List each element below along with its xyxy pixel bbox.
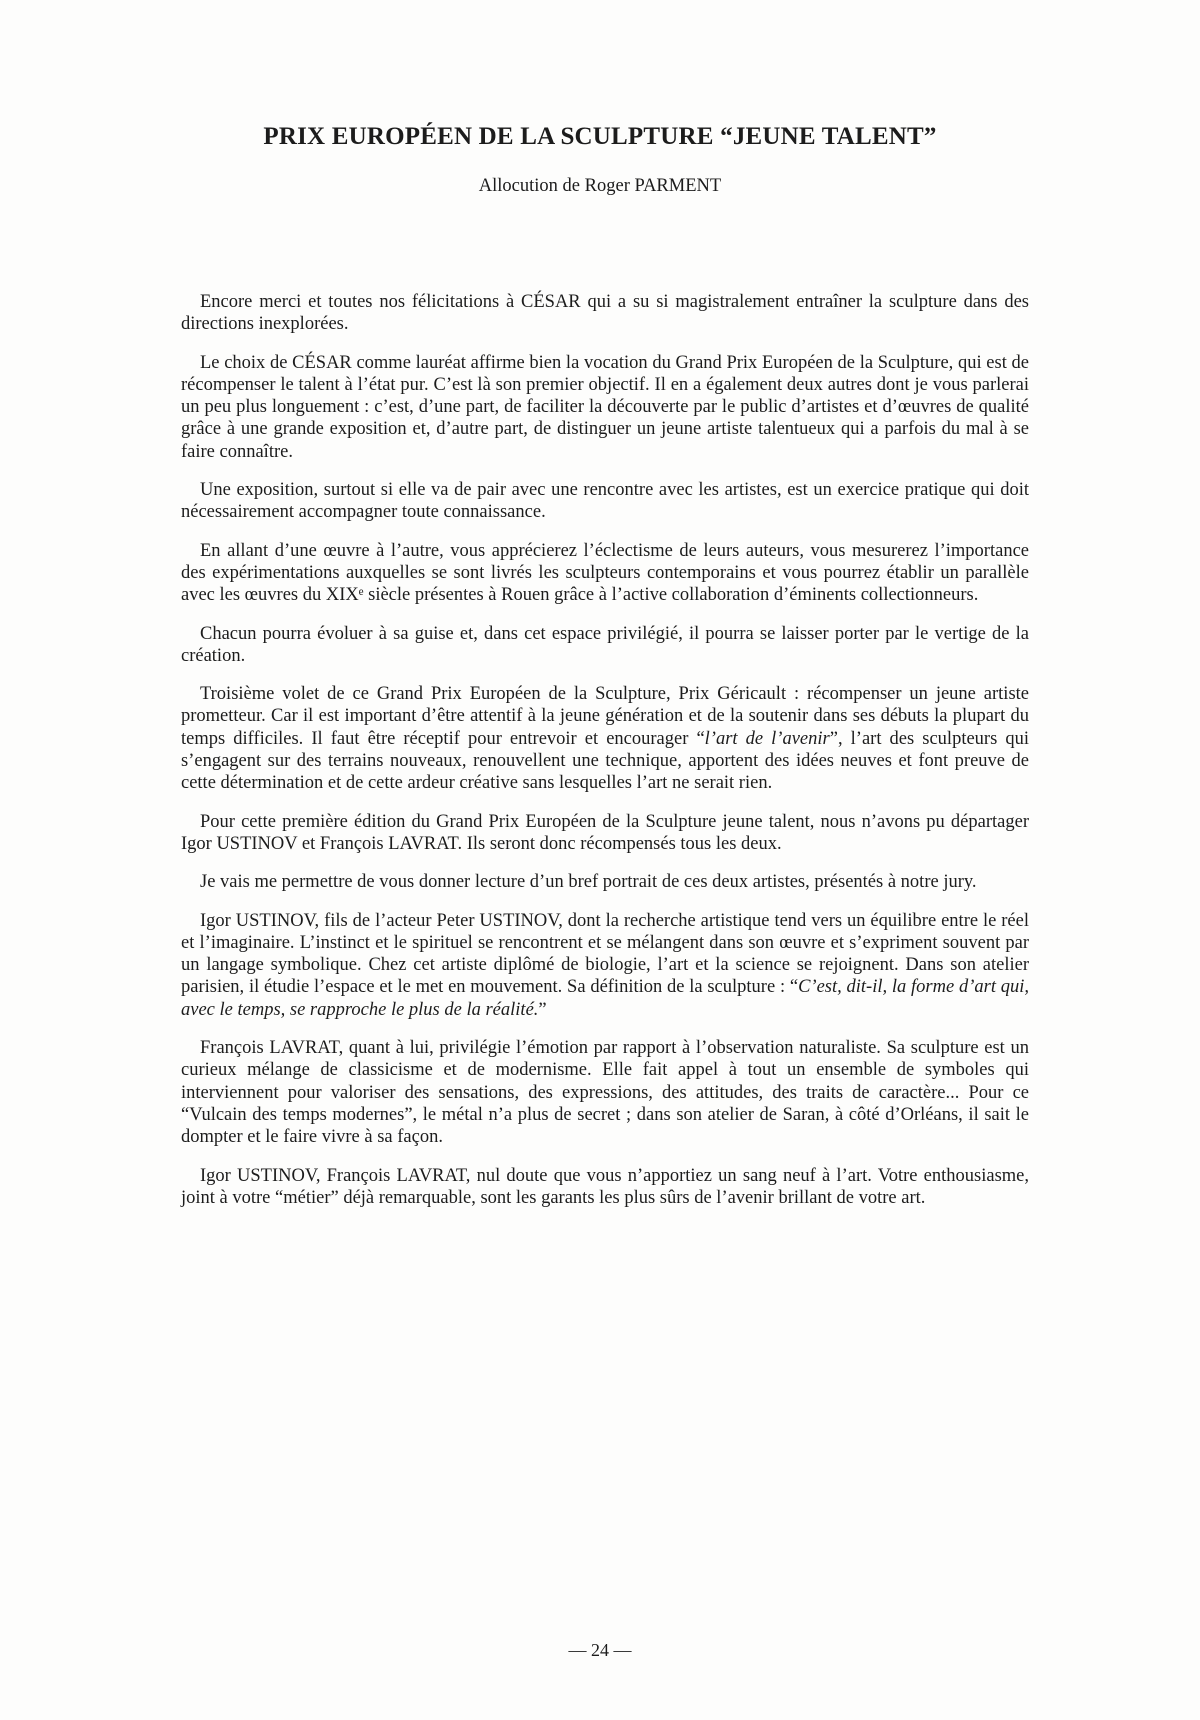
paragraph-4: En allant d’une œuvre à l’autre, vous apprécierez l’éclectisme de leurs auteurs, vous mesurerez l’importance des expérimentations auxquelles se sont livrés les sculpteurs contemporains et vous pourrez établir un parallèle avec les œuvres du XIXᵉ siècle présentes à Rouen grâce à l’active collaboration d’éminents collectionneurs.	[181, 540, 1029, 606]
paragraph-10: François LAVRAT, quant à lui, privilégie l’émotion par rapport à l’observation naturaliste. Sa sculpture est un curieux mélange de classicisme et de modernisme. Elle fait appel à tout un ensemble de symboles qui interviennent pour valoriser des sensations, des expressions, des attitudes, des traits de caractère... Pour ce “Vulcain des temps modernes”, le métal n’a plus de secret ; dans son atelier de Saran, à côté d’Orléans, il sait le dompter et le faire vivre à sa façon.	[181, 1038, 1029, 1148]
page-subtitle: Allocution de Roger PARMENT	[478, 176, 722, 196]
paragraph-6	[181, 683, 1029, 794]
paragraph-11: Igor USTINOV, François LAVRAT, nul doute que vous n’apportiez un sang neuf à l’art. Votre enthousiasme, joint à votre “métier” déjà remarquable, sont les garants les plus sûrs de l’avenir brillant de votre art.	[181, 1165, 1029, 1208]
paragraph-6-text: Troisième volet de ce Grand Prix Européen de la Sculpture, Prix Géricault : récompenser un jeune artiste prometteur. Car il est important d’être attentif à la jeune génération et de la soutenir dans ses débuts la plupart du temps difficiles. Il faut être réceptif pour entrevoir et encourager “	[181, 684, 1029, 749]
paragraph-9-text-end: ”	[538, 999, 547, 1020]
paragraph-6-italic-quote: l’art de l’avenir	[704, 728, 830, 749]
page-number: — 24 —	[568, 1640, 632, 1660]
paragraph-2: Le choix de CÉSAR comme lauréat affirme bien la vocation du Grand Prix Européen de la Sculpture, qui est de récompenser le talent à l’état pur. C’est là son premier objectif. Il en a également deux autres dont je vous parlerai un peu plus longuement : c’est, d’une part, de faciliter la découverte par le public d’artistes et d’œuvres de qualité grâce à une grande exposition et, d’autre part, de distinguer un jeune artiste talentueux qui a parfois du mal à se faire connaître.	[181, 352, 1029, 462]
paragraph-9-text: Igor USTINOV, fils de l’acteur Peter USTINOV, dont la recherche artistique tend vers un équilibre entre le réel et l’imaginaire. L’instinct et le spirituel se rencontrent et se mélangent dans son œuvre et s’expriment souvent par un langage symbolique. Chez cet artiste diplômé de biologie, l’art et la science se rejoignent. Dans son atelier parisien, il étudie l’espace et le met en mouvement. Sa définition de la sculpture : “	[181, 910, 1029, 998]
speech-body	[181, 291, 1029, 1225]
paragraph-6-text-end: ”, l’art des sculpteurs qui s’engagent sur des terrains nouveaux, renouvellent une technique, apportent des idées neuves et font preuve de cette détermination et de cette ardeur créative sans lesquelles l’art ne serait rien.	[181, 728, 1029, 794]
paragraph-9	[181, 910, 1029, 1021]
paragraph-7: Pour cette première édition du Grand Prix Européen de la Sculpture jeune talent, nous n’avons pu départager Igor USTINOV et François LAVRAT. Ils seront donc récompensés tous les deux.	[181, 811, 1029, 854]
paragraph-1: Encore merci et toutes nos félicitations à CÉSAR qui a su si magistralement entraîner la sculpture dans des directions inexplorées.	[181, 292, 1029, 335]
paragraph-9-italic-quote: C’est, dit-il, la forme d’art qui, avec le temps, se rapproche le plus de la réalité.	[181, 977, 1029, 1020]
paragraph-5: Chacun pourra évoluer à sa guise et, dans cet espace privilégié, il pourra se laisser porter par le vertige de la création.	[181, 623, 1029, 666]
paragraph-8: Je vais me permettre de vous donner lecture d’un bref portrait de ces deux artistes, présentés à notre jury.	[200, 872, 977, 893]
page-title: PRIX EUROPÉEN DE LA SCULPTURE “JEUNE TALENT”	[263, 123, 937, 150]
paragraph-3: Une exposition, surtout si elle va de pair avec une rencontre avec les artistes, est un exercice pratique qui doit nécessairement accompagner toute connaissance.	[181, 480, 1029, 523]
